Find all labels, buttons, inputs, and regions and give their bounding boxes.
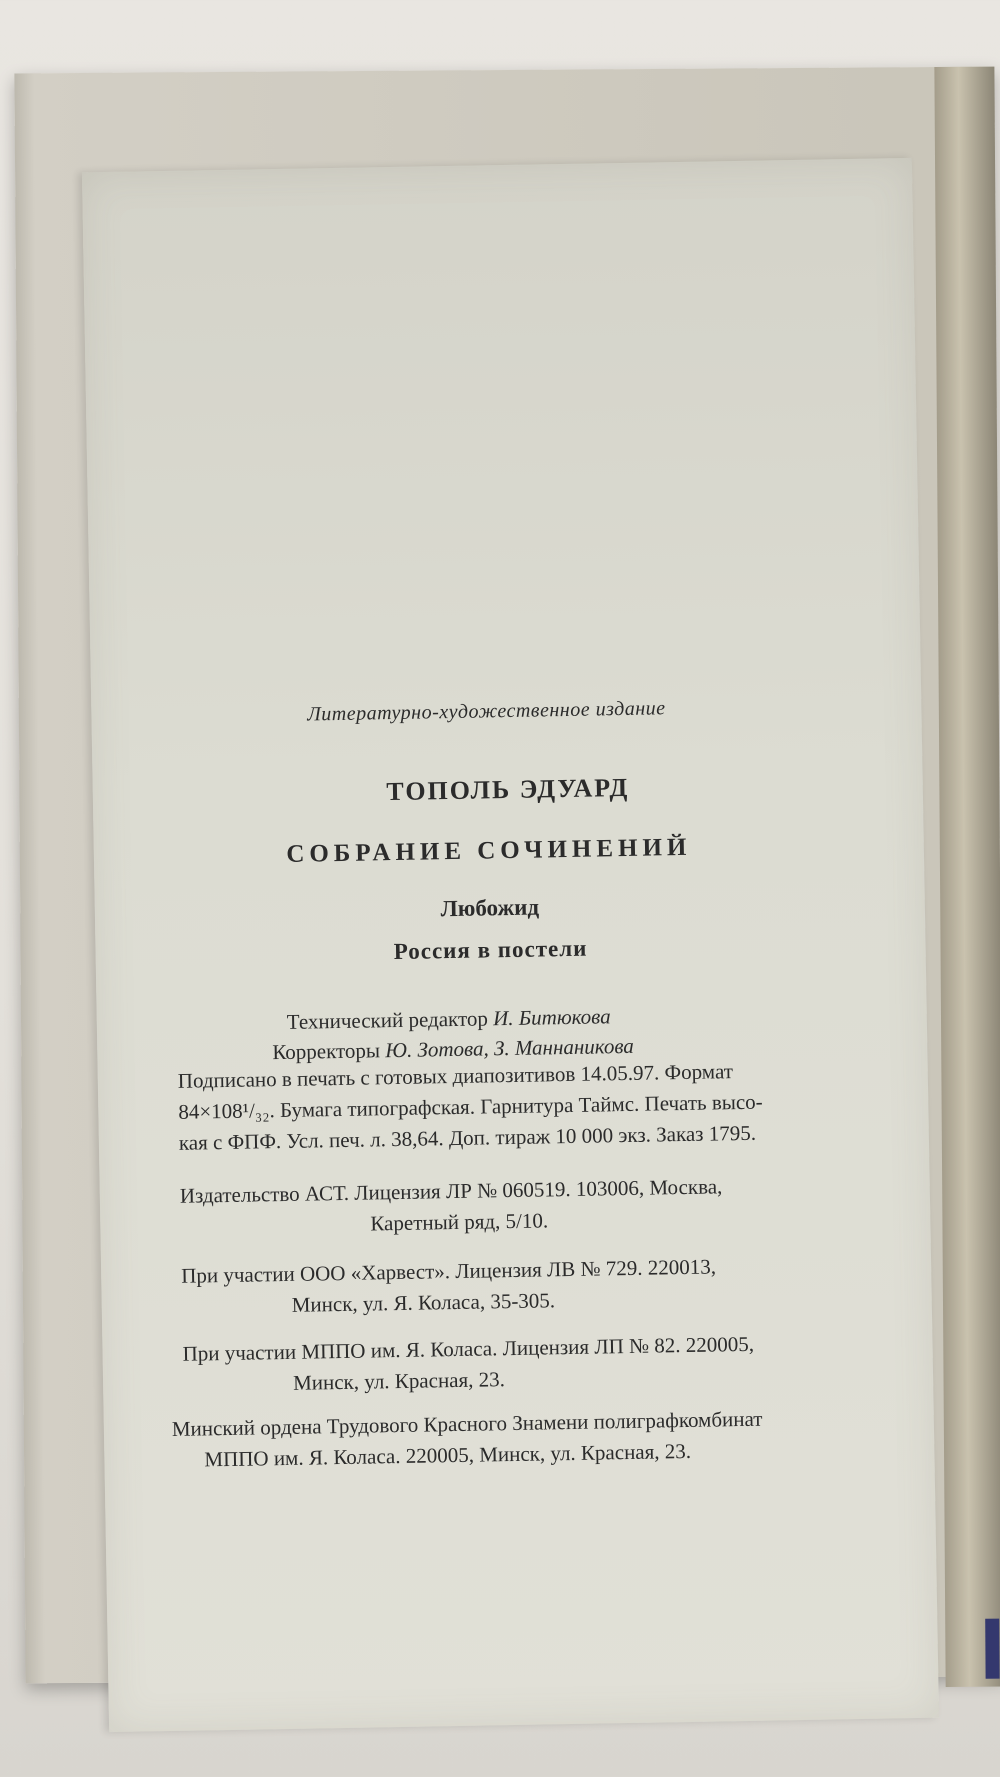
print-details-line: 84×108¹/₃₂. Бумага типографская. Гарнитура Таймс. Печать высо-	[178, 1089, 763, 1124]
book-cover-edge	[934, 67, 1000, 1687]
edition-type: Литературно-художественное издание	[307, 697, 666, 726]
author-name: ТОПОЛЬ ЭДУАРД	[386, 772, 630, 807]
printing-plant-info	[172, 1404, 764, 1476]
publisher-info	[180, 1171, 724, 1242]
harvest-address: Минск, ул. Я. Коласа, 35-305.	[291, 1288, 556, 1317]
print-details	[178, 1056, 764, 1159]
imprint-content	[82, 158, 939, 1732]
cover-spine-stripe	[985, 1619, 999, 1679]
mppo-info	[182, 1329, 755, 1401]
publisher-line: Издательство АСТ. Лицензия ЛР № 060519. 103006, Москва,	[179, 1174, 723, 1208]
harvest-line: При участии ООО «Харвест». Лицензия ЛВ № 729. 220013,	[181, 1254, 717, 1288]
mppo-address: Минск, ул. Красная, 23.	[292, 1367, 506, 1395]
proofreaders-label: Корректоры	[272, 1038, 381, 1065]
harvest-info	[181, 1251, 717, 1322]
proofreaders-names: Ю. Зотова, З. Маннаникова	[385, 1033, 635, 1063]
tech-editor-label: Технический редактор	[286, 1006, 489, 1034]
printing-plant-line: Минский ордена Трудового Красного Знамени полиграфкомбинат	[171, 1406, 763, 1441]
printing-plant-address: МППО им. Я. Коласа. 220005, Минск, ул. Красная, 23.	[204, 1438, 692, 1472]
publisher-address: Каретный ряд, 5/10.	[370, 1208, 549, 1236]
print-details-line: кая с ФПФ. Усл. печ. л. 38,64. Доп. тираж 10 000 экз. Заказ 1795.	[178, 1120, 757, 1155]
staff-credits	[272, 1001, 635, 1067]
imprint-page	[82, 158, 939, 1732]
work-title: Россия в постели	[393, 935, 588, 965]
work-title: Любожид	[440, 894, 540, 922]
mppo-line: При участии МППО им. Я. Коласа. Лицензия ЛП № 82. 220005,	[182, 1331, 755, 1366]
tech-editor-name: И. Битюкова	[492, 1004, 611, 1031]
collection-title: СОБРАНИЕ СОЧИНЕНИЙ	[286, 833, 692, 868]
print-details-line: Подписано в печать с готовых диапозитивов 14.05.97. Формат	[177, 1059, 734, 1093]
book	[14, 67, 1000, 1684]
